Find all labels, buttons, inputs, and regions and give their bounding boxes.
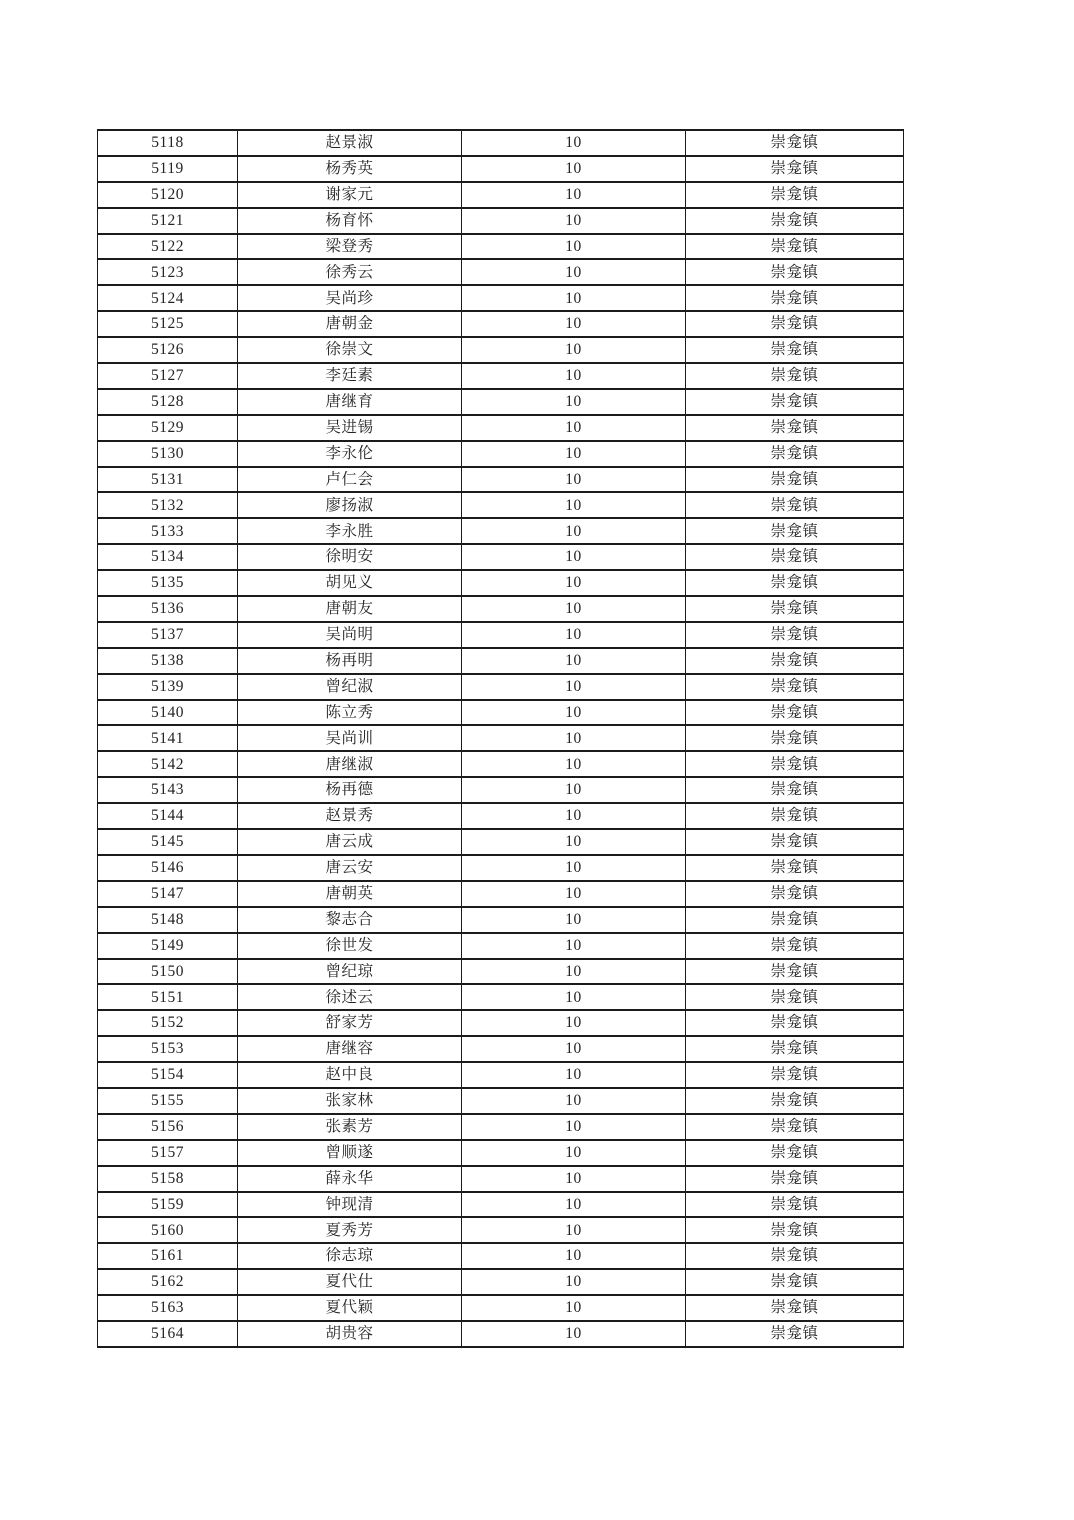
cell-serial-number: 5155 — [98, 1088, 238, 1114]
cell-town: 崇龛镇 — [686, 596, 904, 622]
cell-serial-number: 5123 — [98, 259, 238, 285]
cell-person-name: 徐秀云 — [238, 259, 462, 285]
cell-town: 崇龛镇 — [686, 1166, 904, 1192]
cell-amount: 10 — [462, 1217, 686, 1243]
cell-amount: 10 — [462, 984, 686, 1010]
cell-town: 崇龛镇 — [686, 415, 904, 441]
cell-serial-number: 5124 — [98, 285, 238, 311]
cell-amount: 10 — [462, 1192, 686, 1218]
table-row — [98, 285, 904, 311]
cell-town: 崇龛镇 — [686, 1010, 904, 1036]
cell-town: 崇龛镇 — [686, 1217, 904, 1243]
cell-serial-number: 5122 — [98, 234, 238, 260]
cell-amount: 10 — [462, 492, 686, 518]
table-row — [98, 777, 904, 803]
cell-amount: 10 — [462, 130, 686, 156]
cell-serial-number: 5133 — [98, 518, 238, 544]
cell-person-name: 夏代仕 — [238, 1269, 462, 1295]
cell-person-name: 胡见义 — [238, 570, 462, 596]
cell-amount: 10 — [462, 596, 686, 622]
cell-amount: 10 — [462, 751, 686, 777]
cell-amount: 10 — [462, 700, 686, 726]
cell-serial-number: 5128 — [98, 389, 238, 415]
cell-town: 崇龛镇 — [686, 829, 904, 855]
cell-amount: 10 — [462, 389, 686, 415]
cell-amount: 10 — [462, 1036, 686, 1062]
cell-town: 崇龛镇 — [686, 182, 904, 208]
cell-serial-number: 5125 — [98, 311, 238, 337]
table-row — [98, 182, 904, 208]
cell-town: 崇龛镇 — [686, 156, 904, 182]
cell-person-name: 吴尚训 — [238, 725, 462, 751]
cell-person-name: 唐朝友 — [238, 596, 462, 622]
table-row — [98, 855, 904, 881]
table-row — [98, 1088, 904, 1114]
cell-person-name: 薛永华 — [238, 1166, 462, 1192]
cell-person-name: 陈立秀 — [238, 700, 462, 726]
cell-person-name: 徐述云 — [238, 984, 462, 1010]
cell-amount: 10 — [462, 1140, 686, 1166]
table-row — [98, 622, 904, 648]
cell-amount: 10 — [462, 1295, 686, 1321]
cell-person-name: 唐朝英 — [238, 881, 462, 907]
cell-serial-number: 5118 — [98, 130, 238, 156]
cell-amount: 10 — [462, 363, 686, 389]
cell-person-name: 赵中良 — [238, 1062, 462, 1088]
cell-amount: 10 — [462, 311, 686, 337]
cell-amount: 10 — [462, 829, 686, 855]
cell-town: 崇龛镇 — [686, 1140, 904, 1166]
cell-amount: 10 — [462, 725, 686, 751]
cell-town: 崇龛镇 — [686, 467, 904, 493]
cell-person-name: 徐志琼 — [238, 1243, 462, 1269]
cell-amount: 10 — [462, 959, 686, 985]
table-row — [98, 933, 904, 959]
cell-town: 崇龛镇 — [686, 441, 904, 467]
table-row — [98, 725, 904, 751]
cell-serial-number: 5140 — [98, 700, 238, 726]
cell-amount: 10 — [462, 1321, 686, 1347]
table-row — [98, 363, 904, 389]
cell-serial-number: 5137 — [98, 622, 238, 648]
cell-person-name: 吴进锡 — [238, 415, 462, 441]
cell-town: 崇龛镇 — [686, 933, 904, 959]
cell-serial-number: 5148 — [98, 907, 238, 933]
cell-amount: 10 — [462, 570, 686, 596]
cell-serial-number: 5158 — [98, 1166, 238, 1192]
cell-amount: 10 — [462, 855, 686, 881]
cell-person-name: 吴尚珍 — [238, 285, 462, 311]
cell-person-name: 徐崇文 — [238, 337, 462, 363]
cell-amount: 10 — [462, 1166, 686, 1192]
cell-serial-number: 5156 — [98, 1114, 238, 1140]
cell-serial-number: 5163 — [98, 1295, 238, 1321]
table-row — [98, 337, 904, 363]
cell-serial-number: 5134 — [98, 544, 238, 570]
cell-serial-number: 5144 — [98, 803, 238, 829]
cell-amount: 10 — [462, 259, 686, 285]
table-row — [98, 1166, 904, 1192]
table-row — [98, 674, 904, 700]
table-row — [98, 492, 904, 518]
cell-serial-number: 5161 — [98, 1243, 238, 1269]
table-row — [98, 441, 904, 467]
table-row — [98, 881, 904, 907]
table-row — [98, 751, 904, 777]
cell-person-name: 唐云安 — [238, 855, 462, 881]
cell-serial-number: 5142 — [98, 751, 238, 777]
cell-amount: 10 — [462, 441, 686, 467]
table-row — [98, 415, 904, 441]
table-row — [98, 130, 904, 156]
cell-town: 崇龛镇 — [686, 130, 904, 156]
cell-amount: 10 — [462, 156, 686, 182]
table-row — [98, 1062, 904, 1088]
cell-serial-number: 5164 — [98, 1321, 238, 1347]
table-row — [98, 1140, 904, 1166]
table-row — [98, 544, 904, 570]
cell-person-name: 唐继淑 — [238, 751, 462, 777]
cell-amount: 10 — [462, 415, 686, 441]
cell-serial-number: 5132 — [98, 492, 238, 518]
table-row — [98, 1192, 904, 1218]
cell-serial-number: 5136 — [98, 596, 238, 622]
cell-amount: 10 — [462, 907, 686, 933]
cell-amount: 10 — [462, 933, 686, 959]
cell-serial-number: 5149 — [98, 933, 238, 959]
cell-serial-number: 5152 — [98, 1010, 238, 1036]
table-row — [98, 984, 904, 1010]
cell-person-name: 徐世发 — [238, 933, 462, 959]
cell-town: 崇龛镇 — [686, 1269, 904, 1295]
cell-serial-number: 5131 — [98, 467, 238, 493]
table-row — [98, 1010, 904, 1036]
cell-person-name: 曾纪淑 — [238, 674, 462, 700]
cell-serial-number: 5160 — [98, 1217, 238, 1243]
cell-amount: 10 — [462, 777, 686, 803]
cell-town: 崇龛镇 — [686, 674, 904, 700]
table-row — [98, 518, 904, 544]
cell-amount: 10 — [462, 1114, 686, 1140]
cell-amount: 10 — [462, 1062, 686, 1088]
cell-person-name: 吴尚明 — [238, 622, 462, 648]
cell-town: 崇龛镇 — [686, 285, 904, 311]
cell-serial-number: 5127 — [98, 363, 238, 389]
cell-person-name: 张素芳 — [238, 1114, 462, 1140]
roster-table — [97, 129, 904, 1348]
cell-person-name: 胡贵容 — [238, 1321, 462, 1347]
table-row — [98, 259, 904, 285]
table-row — [98, 1217, 904, 1243]
cell-town: 崇龛镇 — [686, 700, 904, 726]
cell-town: 崇龛镇 — [686, 208, 904, 234]
table-row — [98, 208, 904, 234]
table-row — [98, 570, 904, 596]
table-row — [98, 803, 904, 829]
table-row — [98, 700, 904, 726]
cell-serial-number: 5119 — [98, 156, 238, 182]
cell-serial-number: 5154 — [98, 1062, 238, 1088]
cell-person-name: 唐朝金 — [238, 311, 462, 337]
cell-town: 崇龛镇 — [686, 1243, 904, 1269]
table-row — [98, 156, 904, 182]
cell-person-name: 赵景秀 — [238, 803, 462, 829]
cell-person-name: 徐明安 — [238, 544, 462, 570]
cell-amount: 10 — [462, 648, 686, 674]
cell-person-name: 钟现清 — [238, 1192, 462, 1218]
cell-town: 崇龛镇 — [686, 881, 904, 907]
cell-amount: 10 — [462, 285, 686, 311]
cell-serial-number: 5139 — [98, 674, 238, 700]
cell-serial-number: 5162 — [98, 1269, 238, 1295]
cell-town: 崇龛镇 — [686, 234, 904, 260]
cell-person-name: 杨育怀 — [238, 208, 462, 234]
cell-person-name: 杨再明 — [238, 648, 462, 674]
cell-amount: 10 — [462, 337, 686, 363]
cell-town: 崇龛镇 — [686, 803, 904, 829]
cell-town: 崇龛镇 — [686, 518, 904, 544]
cell-serial-number: 5126 — [98, 337, 238, 363]
table-row — [98, 1036, 904, 1062]
cell-person-name: 李廷素 — [238, 363, 462, 389]
cell-serial-number: 5120 — [98, 182, 238, 208]
cell-amount: 10 — [462, 622, 686, 648]
cell-town: 崇龛镇 — [686, 959, 904, 985]
cell-town: 崇龛镇 — [686, 907, 904, 933]
cell-amount: 10 — [462, 803, 686, 829]
table-row — [98, 829, 904, 855]
cell-town: 崇龛镇 — [686, 1088, 904, 1114]
cell-person-name: 唐继育 — [238, 389, 462, 415]
cell-serial-number: 5159 — [98, 1192, 238, 1218]
table-row — [98, 1114, 904, 1140]
cell-town: 崇龛镇 — [686, 1036, 904, 1062]
cell-person-name: 卢仁会 — [238, 467, 462, 493]
cell-town: 崇龛镇 — [686, 492, 904, 518]
cell-serial-number: 5143 — [98, 777, 238, 803]
table-row — [98, 311, 904, 337]
cell-town: 崇龛镇 — [686, 337, 904, 363]
cell-person-name: 黎志合 — [238, 907, 462, 933]
cell-amount: 10 — [462, 182, 686, 208]
cell-amount: 10 — [462, 674, 686, 700]
cell-town: 崇龛镇 — [686, 1321, 904, 1347]
roster-table-body — [98, 130, 904, 1347]
cell-serial-number: 5135 — [98, 570, 238, 596]
table-row — [98, 1295, 904, 1321]
cell-person-name: 廖扬淑 — [238, 492, 462, 518]
cell-person-name: 夏秀芳 — [238, 1217, 462, 1243]
table-row — [98, 1243, 904, 1269]
cell-person-name: 曾纪琼 — [238, 959, 462, 985]
table-row — [98, 389, 904, 415]
cell-serial-number: 5141 — [98, 725, 238, 751]
cell-town: 崇龛镇 — [686, 725, 904, 751]
cell-amount: 10 — [462, 234, 686, 260]
cell-serial-number: 5145 — [98, 829, 238, 855]
cell-person-name: 杨再德 — [238, 777, 462, 803]
cell-town: 崇龛镇 — [686, 855, 904, 881]
cell-amount: 10 — [462, 544, 686, 570]
table-row — [98, 1321, 904, 1347]
cell-town: 崇龛镇 — [686, 1295, 904, 1321]
cell-serial-number: 5146 — [98, 855, 238, 881]
cell-amount: 10 — [462, 1088, 686, 1114]
cell-town: 崇龛镇 — [686, 648, 904, 674]
cell-serial-number: 5147 — [98, 881, 238, 907]
table-row — [98, 648, 904, 674]
cell-town: 崇龛镇 — [686, 259, 904, 285]
cell-person-name: 杨秀英 — [238, 156, 462, 182]
cell-town: 崇龛镇 — [686, 311, 904, 337]
table-row — [98, 234, 904, 260]
cell-town: 崇龛镇 — [686, 389, 904, 415]
cell-amount: 10 — [462, 518, 686, 544]
cell-amount: 10 — [462, 467, 686, 493]
cell-amount: 10 — [462, 881, 686, 907]
cell-amount: 10 — [462, 208, 686, 234]
cell-serial-number: 5138 — [98, 648, 238, 674]
cell-person-name: 李永胜 — [238, 518, 462, 544]
cell-person-name: 梁登秀 — [238, 234, 462, 260]
cell-town: 崇龛镇 — [686, 363, 904, 389]
cell-serial-number: 5151 — [98, 984, 238, 1010]
cell-serial-number: 5130 — [98, 441, 238, 467]
cell-town: 崇龛镇 — [686, 1114, 904, 1140]
cell-person-name: 曾顺遂 — [238, 1140, 462, 1166]
cell-person-name: 谢家元 — [238, 182, 462, 208]
cell-person-name: 赵景淑 — [238, 130, 462, 156]
cell-town: 崇龛镇 — [686, 751, 904, 777]
table-row — [98, 1269, 904, 1295]
cell-amount: 10 — [462, 1010, 686, 1036]
cell-amount: 10 — [462, 1243, 686, 1269]
cell-serial-number: 5129 — [98, 415, 238, 441]
cell-amount: 10 — [462, 1269, 686, 1295]
cell-town: 崇龛镇 — [686, 1192, 904, 1218]
cell-town: 崇龛镇 — [686, 777, 904, 803]
table-row — [98, 596, 904, 622]
cell-serial-number: 5150 — [98, 959, 238, 985]
cell-town: 崇龛镇 — [686, 622, 904, 648]
cell-person-name: 唐继容 — [238, 1036, 462, 1062]
table-row — [98, 959, 904, 985]
cell-person-name: 舒家芳 — [238, 1010, 462, 1036]
cell-person-name: 夏代颖 — [238, 1295, 462, 1321]
cell-town: 崇龛镇 — [686, 570, 904, 596]
cell-town: 崇龛镇 — [686, 1062, 904, 1088]
cell-person-name: 张家林 — [238, 1088, 462, 1114]
cell-person-name: 唐云成 — [238, 829, 462, 855]
cell-serial-number: 5157 — [98, 1140, 238, 1166]
cell-town: 崇龛镇 — [686, 544, 904, 570]
table-row — [98, 467, 904, 493]
cell-town: 崇龛镇 — [686, 984, 904, 1010]
table-row — [98, 907, 904, 933]
cell-serial-number: 5153 — [98, 1036, 238, 1062]
cell-person-name: 李永伦 — [238, 441, 462, 467]
cell-serial-number: 5121 — [98, 208, 238, 234]
